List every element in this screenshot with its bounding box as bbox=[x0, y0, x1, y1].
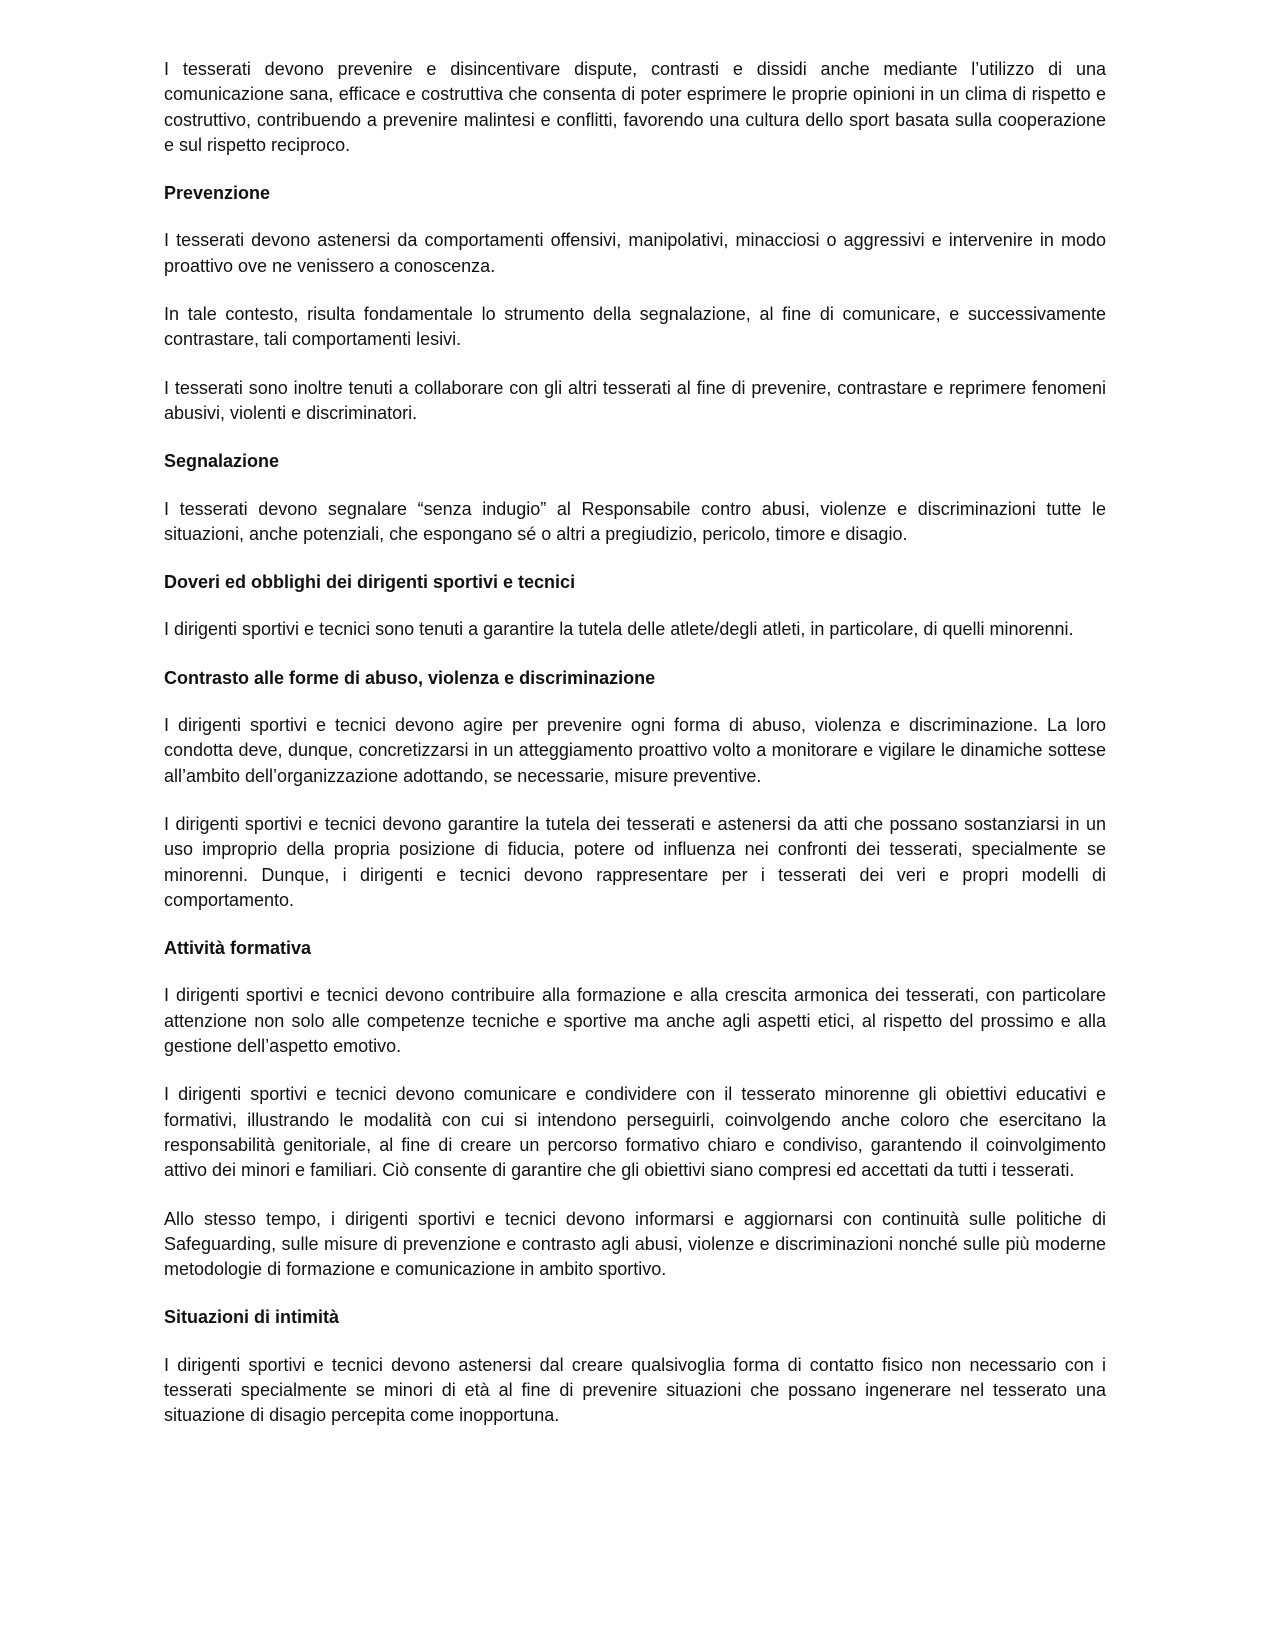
paragraph-prevenzione-2: In tale contesto, risulta fondamentale lo strumento della segnalazione, al fine di comunicare, e successivamente contrastare, tali comportamenti lesivi. bbox=[164, 304, 1106, 350]
paragraph-prevenzione-3: I tesserati sono inoltre tenuti a collaborare con gli altri tesserati al fine di prevenire, contrastare e reprimere fenomeni abusivi, violenti e discriminatori. bbox=[164, 377, 1106, 423]
paragraph-segnalazione: I tesserati devono segnalare “senza indugio” al Responsabile contro abusi, violenze e discriminazioni tutte le situazioni, anche potenziali, che espongano sé o altri a pregiudizio, pericolo, timore e disagio. bbox=[164, 498, 1106, 544]
paragraph-intimita: I dirigenti sportivi e tecnici devono astenersi dal creare qualsivoglia forma di contatto fisico non necessario con i tesserati specialmente se minori di età al fine di prevenire situazioni che possano ingenerare nel tesserato una situazione di disagio percepita come inopportuna. bbox=[164, 1354, 1106, 1426]
paragraph-doveri-obblighi: I dirigenti sportivi e tecnici sono tenuti a garantire la tutela delle atlete/degli atleti, in particolare, di quelli minorenni. bbox=[164, 619, 1074, 640]
heading-doveri-obblighi: Doveri ed obblighi dei dirigenti sportivi e tecnici bbox=[164, 572, 576, 593]
paragraph-formativa-3: Allo stesso tempo, i dirigenti sportivi e tecnici devono informarsi e aggiornarsi con continuità sulle politiche di Safeguarding, sulle misure di prevenzione e contrasto agli abusi, violenze e discriminazioni nonché sulle più moderne metodologie di formazione e comunicazione in ambito sportivo. bbox=[164, 1208, 1106, 1280]
paragraph-contrasto-2: I dirigenti sportivi e tecnici devono garantire la tutela dei tesserati e astenersi da atti che possano sostanziarsi in un uso improprio della propria posizione di fiducia, potere od influenza nei confronti dei tesserati, specialmente se minorenni. Dunque, i dirigenti e tecnici devono rappresentare per i tesserati dei veri e propri modelli di comportamento. bbox=[164, 813, 1106, 910]
paragraph-prevenzione-1: I tesserati devono astenersi da comportamenti offensivi, manipolativi, minacciosi o aggressivi e intervenire in modo proattivo ove ne venissero a conoscenza. bbox=[164, 230, 1106, 276]
document-page bbox=[164, 57, 1106, 1452]
heading-attivita-formativa: Attività formativa bbox=[164, 938, 312, 959]
paragraph-intro-communication: I tesserati devono prevenire e disincentivare dispute, contrasti e dissidi anche mediante l’utilizzo di una comunicazione sana, efficace e costruttiva che consenta di poter esprimere le proprie opinioni in un clima di rispetto e costruttivo, contribuendo a prevenire malintesi e conflitti, favorendo una cultura dello sport basata sulla cooperazione e sul rispetto reciproco. bbox=[164, 59, 1106, 155]
heading-situazioni-intimita: Situazioni di intimità bbox=[164, 1307, 339, 1328]
heading-segnalazione: Segnalazione bbox=[164, 451, 280, 472]
paragraph-formativa-1: I dirigenti sportivi e tecnici devono contribuire alla formazione e alla crescita armonica dei tesserati, con particolare attenzione non solo alle competenze tecniche e sportive ma anche agli aspetti etici, al rispetto del prossimo e alla gestione dell’aspetto emotivo. bbox=[164, 985, 1106, 1057]
heading-prevenzione: Prevenzione bbox=[164, 183, 271, 204]
heading-contrasto: Contrasto alle forme di abuso, violenza e discriminazione bbox=[164, 667, 656, 688]
paragraph-contrasto-1: I dirigenti sportivi e tecnici devono agire per prevenire ogni forma di abuso, violenza e discriminazione. La loro condotta deve, dunque, concretizzarsi in un atteggiamento proattivo volto a monitorare e vigilare le dinamiche sottese all’ambito dell’organizzazione adottando, se necessarie, misure preventive. bbox=[164, 715, 1106, 786]
paragraph-formativa-2: I dirigenti sportivi e tecnici devono comunicare e condividere con il tesserato minorenne gli obiettivi educativi e formativi, illustrando le modalità con cui si intendono perseguirli, coinvolgendo anche coloro che esercitano la responsabilità genitoriale, al fine di creare un percorso formativo chiaro e condiviso, garantendo il coinvolgimento attivo dei minori e familiari. Ciò consente di garantire che gli obiettivi siano compresi ed accettati da tutti i tesserati. bbox=[164, 1084, 1106, 1181]
